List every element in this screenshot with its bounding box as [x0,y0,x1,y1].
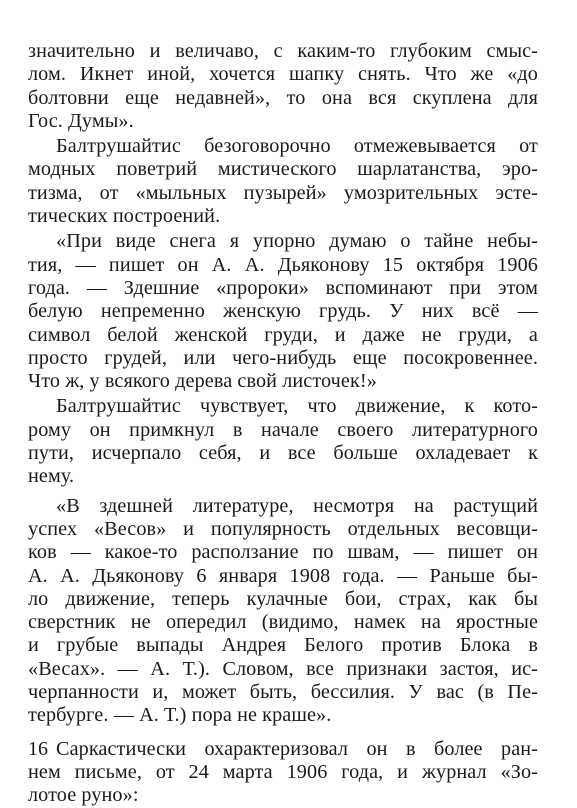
text-line: тизма, от «мыльных пузырей» умозрительных эсте- [28,181,538,204]
page-number: 16 [28,738,48,760]
text-line: модных поветрий мистического шарлатанства, эро- [28,158,538,181]
text-line: тических построений. [28,205,221,228]
text-line: Саркастически охарактеризовал он в более ран- [56,737,538,760]
text-line: просто грудей, или чего-нибудь еще посокровеннее. [28,346,538,369]
page-text-body [28,40,538,808]
text-line: и грубые выпады Андрея Белого против Блока в [28,634,538,657]
text-line: сверстник не опередил (видимо, намек на яростные [28,611,538,634]
text-line: белую непременно женскую грудь. У них всё — [28,300,538,323]
text-line: тербурге. — А. Т.) пора не краше». [28,704,332,727]
text-line: лом. Икнет иной, хочется шапку снять. Что же «до [28,63,538,86]
text-line: ло движение, теперь кулачные бои, страх, как бы [28,587,538,610]
text-line: «Весах». — А. Т.). Словом, все признаки застоя, ис- [28,657,538,680]
text-line: черпанности и, может быть, бессилия. У вас (в Пе- [28,681,538,704]
paragraph [28,738,538,808]
text-line: рому он примкнул в начале своего литературного [28,418,538,441]
text-line: Что ж, у всякого дерева свой листочек!» [28,370,377,393]
text-line: значительно и величаво, с каким-то глубоким смыс- [28,40,538,62]
text-line: «При виде снега я упорно думаю о тайне небы- [56,230,538,253]
text-line: Гос. Думы». [28,109,134,132]
text-line: нему. [28,465,75,488]
text-line: ков — какое-то расползание по швам, — пишет он [28,541,538,564]
paragraph [28,495,538,728]
text-line: болтовни еще недавней», то она вся скуплена для [28,86,538,109]
text-line: пути, исчерпало себя, и все больше охладевает к [28,442,538,465]
paragraph [28,40,538,133]
text-line: успех «Весов» и популярность отдельных весовщи- [28,517,538,540]
text-line: Балтрушайтис чувствует, что движение, к кото- [56,395,538,418]
paragraph [28,395,538,488]
text-line: года. — Здешние «пророки» вспоминают при этом [28,276,538,299]
text-line: тия, — пишет он А. А. Дьяконову 15 октября 1906 [28,253,538,276]
text-line: лотое руно»: [28,784,139,807]
text-line: «В здешней литературе, несмотря на растущий [56,494,538,517]
text-line: А. А. Дьяконову 6 января 1908 года. — Раньше бы- [28,564,538,587]
text-line: символ белой женской груди, и даже не груди, а [28,323,538,346]
paragraph [28,230,538,393]
text-line: Балтрушайтис безоговорочно отмежевывается от [56,135,538,158]
text-line: нем письме, от 24 марта 1906 года, и журнал «Зо- [28,760,538,783]
paragraph [28,135,538,228]
